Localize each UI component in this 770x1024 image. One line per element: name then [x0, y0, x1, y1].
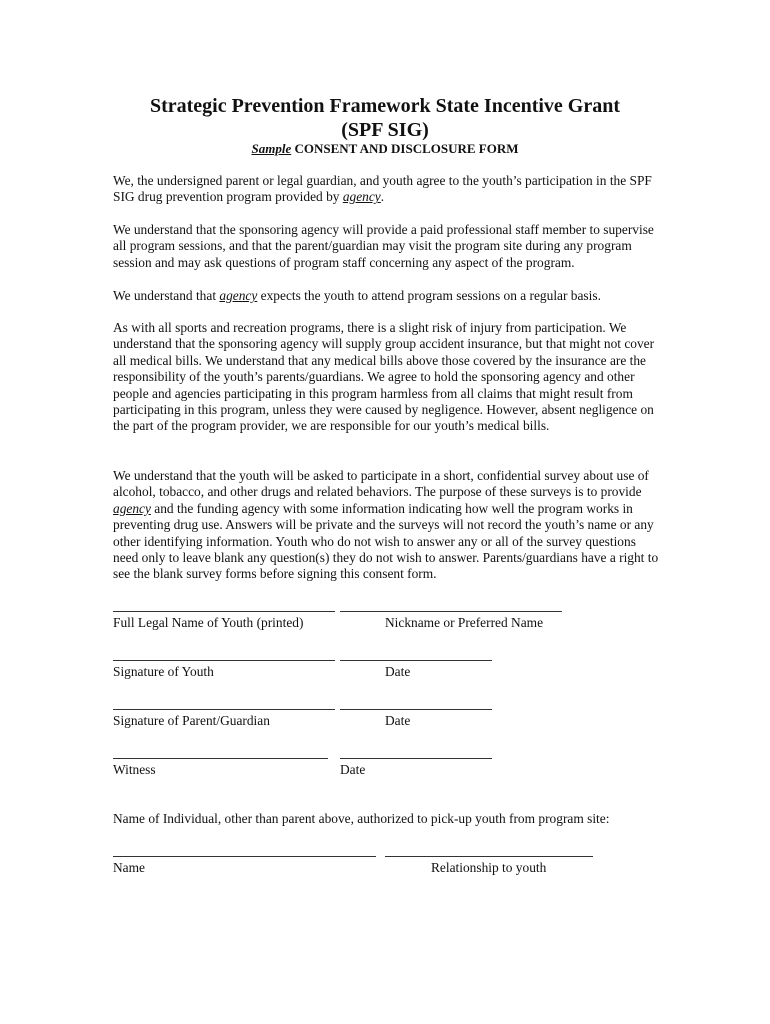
paragraph-insurance: As with all sports and recreation programs, there is a slight risk of injury from participation. We understand that the sponsoring agency will supply group accident insurance, but that might not cover all medical bills. We understand that any medical bills above those covered by the insurance are the responsibility of the youth’s parents/guardians. We agree to hold the sponsoring agency and other people and agencies participating in this program harmless from all claims that might result from participating in this program, unless they were caused by negligence. However, absent negligence on the part of the program provider, we are responsible for our youth’s medical bills. [113, 320, 655, 434]
p1-agency: agency [342, 189, 381, 205]
p5-end: and the funding agency with some information indicating how well the program works in preventing drug use. Answers will be private and the surveys will not record the youth’s name or any other identifying information. Youth who do not wish to answer any or all of the survey questions need only to leave blank any question(s) they do not wish to answer. Parents/guardians have a right to see the blank survey forms before signing this consent form. [113, 500, 659, 582]
paragraph-supervision: We understand that the sponsoring agency will provide a paid professional staff member to supervise all program sessions, and that the parent/guardian may visit the program site during any program session and may ask questions of program staff concerning any aspect of the program. [113, 222, 654, 270]
pickup-name-label: Name [113, 860, 145, 875]
subtitle-sample: Sample [251, 141, 292, 156]
subtitle-rest: CONSENT AND DISCLOSURE FORM [291, 141, 519, 156]
date2-line[interactable] [340, 709, 492, 710]
form-subtitle [0, 141, 770, 157]
nickname-line[interactable] [340, 611, 562, 612]
nickname-label: Nickname or Preferred Name [385, 615, 544, 630]
form-title-line1: Strategic Prevention Framework State Incentive Grant [149, 95, 621, 117]
p3-end: expects the youth to attend program sessions on a regular basis. [257, 288, 601, 303]
p5-text: We understand that the youth will be asked to participate in a short, confidential survey about use of alcohol, tobacco, and other drugs and related behaviors. The purpose of these surveys is to provide [113, 468, 649, 500]
date3-line[interactable] [340, 758, 492, 759]
parent-signature-label: Signature of Parent/Guardian [113, 713, 270, 728]
date1-label: Date [385, 664, 411, 679]
pickup-prompt: Name of Individual, other than parent above, authorized to pick-up youth from program site: [113, 811, 610, 826]
date3-label: Date [340, 762, 366, 777]
p3-agency: agency [219, 288, 258, 303]
pickup-name-line[interactable] [113, 856, 376, 857]
witness-label: Witness [113, 762, 156, 777]
relationship-label: Relationship to youth [431, 860, 547, 875]
youth-signature-label: Signature of Youth [113, 664, 214, 679]
date1-line[interactable] [340, 660, 492, 661]
form-title-line2: (SPF SIG) [341, 119, 429, 141]
paragraph-survey [113, 468, 661, 583]
paragraph-participation [113, 173, 661, 206]
p5-agency: agency [113, 500, 151, 516]
youth-name-label: Full Legal Name of Youth (printed) [113, 615, 304, 630]
date2-label: Date [385, 713, 411, 728]
p3-text: We understand that [113, 288, 220, 303]
youth-signature-line[interactable] [113, 660, 335, 661]
p1-text: We, the undersigned parent or legal guardian, and youth agree to the youth’s participation in the SPF SIG drug prevention program provided by [113, 173, 652, 205]
p1-end: . [380, 189, 385, 205]
paragraph-attendance [113, 288, 661, 304]
youth-name-line[interactable] [113, 611, 335, 612]
witness-line[interactable] [113, 758, 328, 759]
relationship-line[interactable] [385, 856, 593, 857]
parent-signature-line[interactable] [113, 709, 335, 710]
